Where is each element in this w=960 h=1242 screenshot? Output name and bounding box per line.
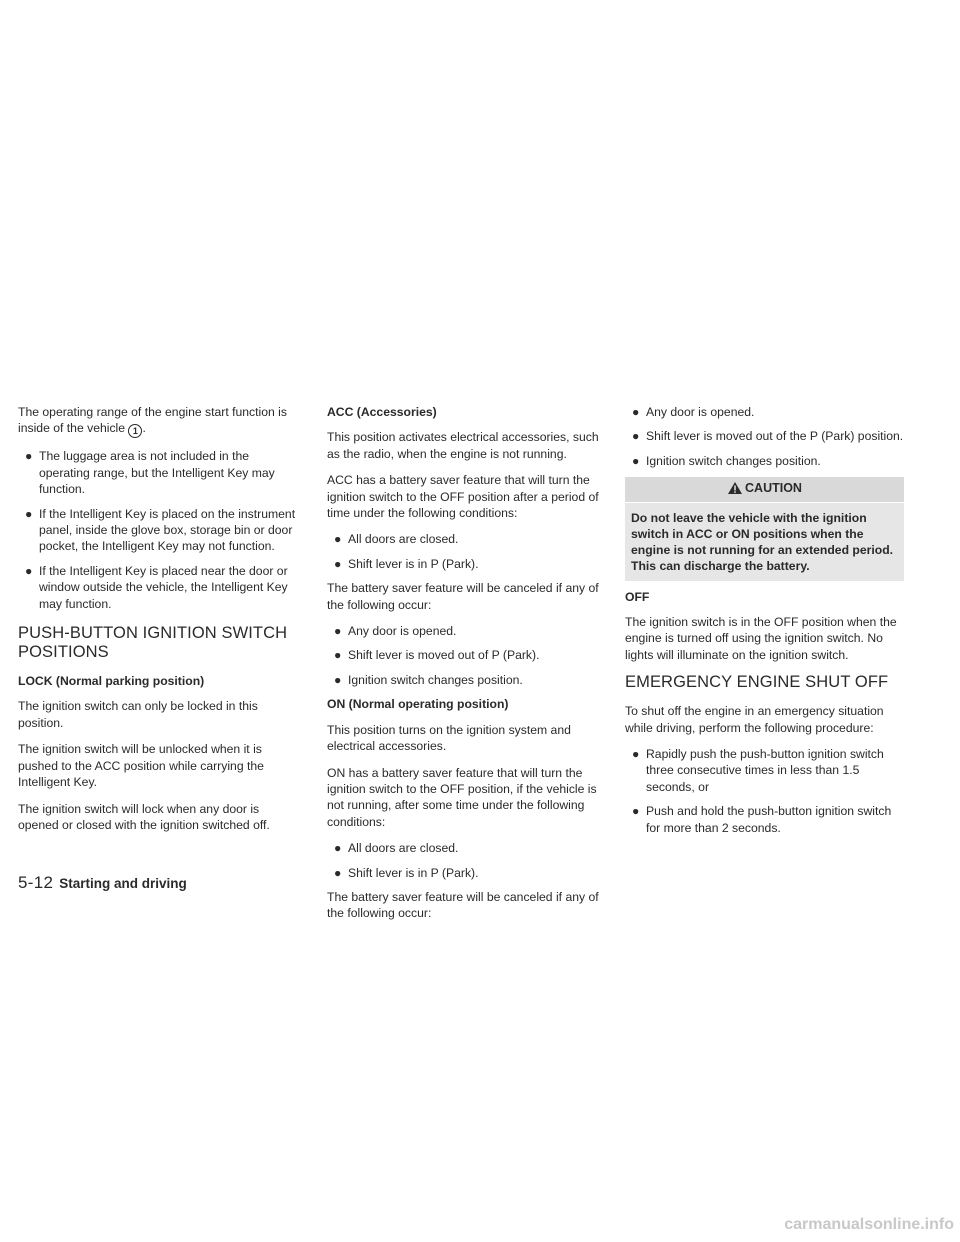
caution-box — [625, 477, 904, 580]
bullet-icon: ● — [632, 804, 640, 819]
list-item-text: If the Intelligent Key is placed on the instrument panel, inside the glove box, storage bin or door pocket, the Intelligent Key may not function. — [39, 506, 296, 554]
list-item-text: The luggage area is not included in the operating range, but the Intelligent Key may function. — [39, 449, 275, 497]
watermark: carmanualsonline.info — [784, 1216, 954, 1233]
bullet-icon: ● — [632, 453, 640, 468]
intro-paragraph — [18, 404, 297, 438]
off-heading: OFF — [625, 589, 650, 604]
list-item-text: Any door is opened. — [348, 624, 457, 639]
bullet-icon: ● — [334, 532, 342, 547]
list-item-text: Shift lever is moved out of P (Park). — [348, 648, 540, 663]
paragraph: The battery saver feature will be canceled if any of the following occur: — [327, 889, 599, 921]
list-item — [327, 556, 606, 572]
page-footer — [18, 873, 187, 893]
callout-1-icon: 1 — [128, 424, 142, 438]
emergency-heading: EMERGENCY ENGINE SHUT OFF — [625, 673, 889, 692]
list-item — [327, 531, 606, 547]
list-item — [327, 840, 606, 856]
bullet-icon: ● — [334, 624, 342, 639]
on-heading: ON (Normal operating position) — [327, 697, 509, 712]
paragraph: The battery saver feature will be canceled if any of the following occur: — [327, 581, 599, 612]
list-item-text: Shift lever is in P (Park). — [348, 865, 479, 880]
page-number: 5-12 — [18, 873, 54, 892]
section-heading: PUSH-BUTTON IGNITION SWITCH POSITIONS — [18, 624, 288, 662]
bullet-icon: ● — [334, 841, 342, 856]
list-item-text: Push and hold the push-button ignition switch for more than 2 seconds. — [646, 804, 892, 835]
caution-text: Do not leave the vehicle with the ignition switch in ACC or ON positions when the engine is not running for an extended period. This can discharge the battery. — [625, 503, 904, 581]
list-item — [18, 506, 297, 555]
list-item — [327, 647, 606, 663]
paragraph: The ignition switch can only be locked in this position. — [18, 699, 258, 730]
bullet-icon: ● — [632, 405, 640, 419]
bullet-icon: ● — [334, 672, 342, 687]
acc-heading: ACC (Accessories) — [327, 405, 437, 419]
lock-heading: LOCK (Normal parking position) — [18, 674, 205, 689]
list-item-text: All doors are closed. — [348, 532, 459, 547]
list-item-text: Any door is opened. — [646, 405, 755, 419]
intro-text: The operating range of the engine start function is inside of the vehicle — [18, 405, 287, 436]
list-item — [625, 453, 904, 469]
column-2 — [327, 404, 606, 932]
list-item — [625, 746, 904, 795]
caution-title: CAUTION — [745, 481, 802, 496]
caution-header — [625, 477, 904, 502]
list-item — [625, 803, 904, 836]
bullet-icon: ● — [632, 747, 640, 762]
bullet-icon: ● — [25, 449, 33, 464]
paragraph: ON has a battery saver feature that will turn the ignition switch to the OFF position, if the vehicle is not running, after some time under the following conditions: — [327, 765, 597, 829]
list-item — [18, 563, 297, 612]
bullet-icon: ● — [632, 429, 640, 444]
list-item-text: All doors are closed. — [348, 841, 459, 856]
list-item-text: If the Intelligent Key is placed near the door or window outside the vehicle, the Intelligent Key may function. — [39, 563, 288, 611]
bullet-icon: ● — [334, 648, 342, 663]
warning-triangle-icon — [727, 481, 743, 495]
list-item — [327, 865, 606, 881]
list-item-text: Ignition switch changes position. — [646, 453, 821, 468]
bullet-icon: ● — [25, 506, 33, 521]
paragraph: The ignition switch is in the OFF position when the engine is turned off using the ignition switch. No lights will illuminate on the ignition switch. — [625, 615, 897, 662]
paragraph: The ignition switch will be unlocked when it is pushed to the ACC position while carrying the Intelligent Key. — [18, 742, 264, 790]
list-item — [18, 448, 297, 497]
list-item — [625, 404, 904, 420]
list-item-text: Shift lever is in P (Park). — [348, 556, 479, 571]
paragraph: To shut off the engine in an emergency situation while driving, perform the following procedure: — [625, 704, 884, 735]
list-item — [327, 672, 606, 688]
paragraph: The ignition switch will lock when any door is opened or closed with the ignition switched off. — [18, 801, 270, 832]
paragraph: ACC has a battery saver feature that will turn the ignition switch to the OFF position after a period of time under the following conditions: — [327, 473, 599, 521]
paragraph: This position turns on the ignition system and electrical accessories. — [327, 722, 571, 754]
bullet-icon: ● — [334, 865, 342, 880]
intro-period: . — [142, 421, 146, 436]
list-item-text: Rapidly push the push-button ignition switch three consecutive times in less than 1.5 seconds, or — [646, 747, 884, 794]
bullet-icon: ● — [25, 563, 33, 578]
list-item-text: Shift lever is moved out of the P (Park) position. — [646, 429, 904, 444]
column-3 — [625, 404, 904, 844]
paragraph: This position activates electrical accessories, such as the radio, when the engine is not running. — [327, 430, 599, 461]
list-item-text: Ignition switch changes position. — [348, 672, 523, 687]
chapter-title: Starting and driving — [59, 876, 187, 891]
bullet-icon: ● — [334, 556, 342, 571]
column-1 — [18, 404, 297, 843]
list-item — [625, 428, 904, 444]
list-item — [327, 623, 606, 639]
